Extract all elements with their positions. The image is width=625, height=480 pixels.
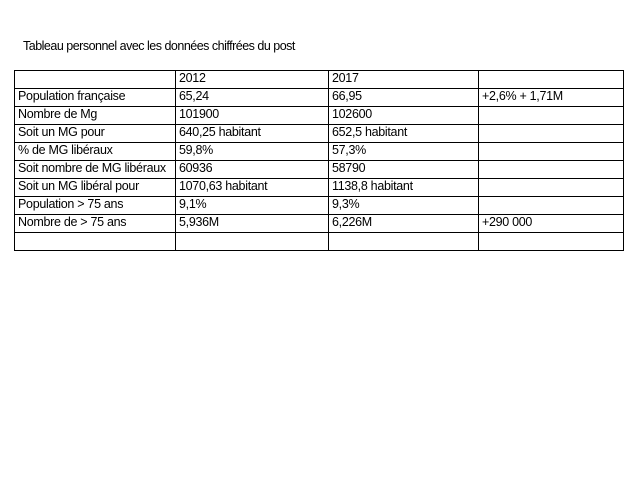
cell-change xyxy=(479,233,624,251)
row-label xyxy=(15,233,176,251)
row-label: Soit nombre de MG libéraux xyxy=(15,161,176,179)
header-cell-2017: 2017 xyxy=(329,71,479,89)
row-label: Soit un MG libéral pour xyxy=(15,179,176,197)
header-row xyxy=(15,71,624,89)
data-table xyxy=(14,70,624,251)
cell-2017: 1138,8 habitant xyxy=(329,179,479,197)
cell-2012: 60936 xyxy=(176,161,329,179)
cell-2012: 1070,63 habitant xyxy=(176,179,329,197)
cell-2017: 9,3% xyxy=(329,197,479,215)
cell-2017: 57,3% xyxy=(329,143,479,161)
cell-2012: 9,1% xyxy=(176,197,329,215)
cell-2017: 66,95 xyxy=(329,89,479,107)
cell-2017: 102600 xyxy=(329,107,479,125)
cell-2012: 101900 xyxy=(176,107,329,125)
table-row xyxy=(15,197,624,215)
document-title: Tableau personnel avec les données chiffrées du post xyxy=(23,39,295,53)
cell-change xyxy=(479,107,624,125)
cell-change: +290 000 xyxy=(479,215,624,233)
cell-2012: 640,25 habitant xyxy=(176,125,329,143)
cell-change xyxy=(479,161,624,179)
table-row-empty xyxy=(15,233,624,251)
table-body xyxy=(15,89,624,251)
cell-change xyxy=(479,179,624,197)
cell-2017 xyxy=(329,233,479,251)
cell-2017: 652,5 habitant xyxy=(329,125,479,143)
table-row xyxy=(15,89,624,107)
cell-2012 xyxy=(176,233,329,251)
table-header xyxy=(15,71,624,89)
table-row xyxy=(15,215,624,233)
row-label: Population > 75 ans xyxy=(15,197,176,215)
cell-change xyxy=(479,125,624,143)
row-label: Nombre de Mg xyxy=(15,107,176,125)
row-label: Soit un MG pour xyxy=(15,125,176,143)
table-row xyxy=(15,179,624,197)
cell-change xyxy=(479,143,624,161)
cell-2012: 65,24 xyxy=(176,89,329,107)
table-row xyxy=(15,125,624,143)
cell-2017: 6,226M xyxy=(329,215,479,233)
cell-2017: 58790 xyxy=(329,161,479,179)
table-row xyxy=(15,161,624,179)
header-cell-2012: 2012 xyxy=(176,71,329,89)
header-cell-change xyxy=(479,71,624,89)
row-label: Nombre de > 75 ans xyxy=(15,215,176,233)
table-row xyxy=(15,143,624,161)
header-cell-label xyxy=(15,71,176,89)
row-label: Population française xyxy=(15,89,176,107)
cell-change: +2,6% + 1,71M xyxy=(479,89,624,107)
row-label: % de MG libéraux xyxy=(15,143,176,161)
table-row xyxy=(15,107,624,125)
cell-change xyxy=(479,197,624,215)
cell-2012: 59,8% xyxy=(176,143,329,161)
cell-2012: 5,936M xyxy=(176,215,329,233)
